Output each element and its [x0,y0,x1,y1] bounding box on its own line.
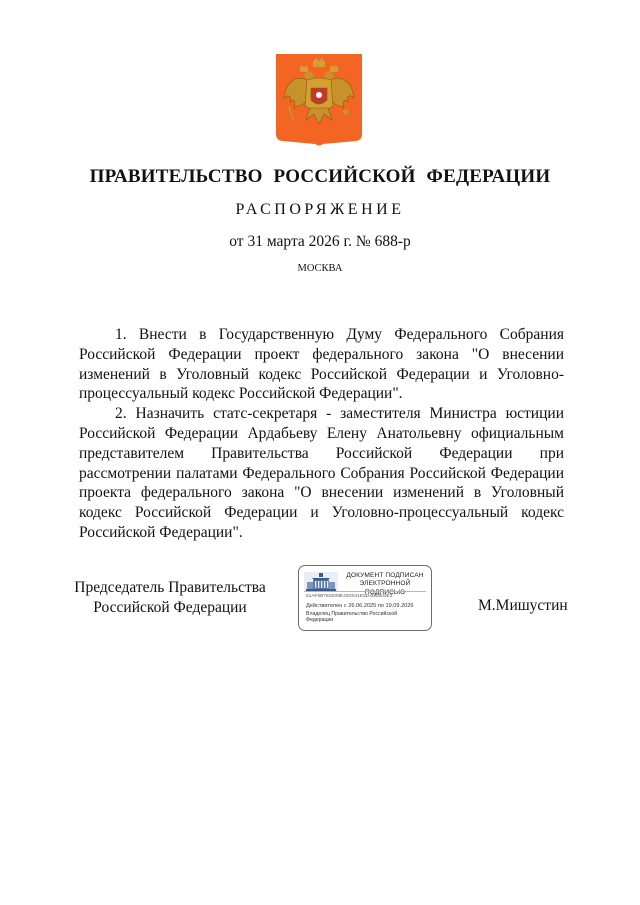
document-type: РАСПОРЯЖЕНИЕ [235,201,405,218]
certificate-validity: Действителен с 26.06.2025 по 19.09.2026 [306,603,414,609]
stamp-divider [304,591,426,592]
stamp-title-line2: ЭЛЕКТРОННОЙ ПОДПИСЬЮ [359,580,411,596]
paragraph-1: 1. Внести в Государственную Думу Федерального Собрания Российской Федерации проект федерального закона "О внесении изменений в Уголовный кодекс Российской Федерации и Уголовно-процессуальный кодекс Российской Федерации". [79,326,564,403]
signatory-position-line1: Председатель Правительства [74,579,266,596]
signatory-name: М.Мишустин [478,597,568,614]
signatory-position [70,578,270,618]
certificate-owner: Владелец Правительство Российской Федерации [306,611,398,624]
signatory-position-line2: Российской Федерации [93,598,247,616]
certificate-serial: 51AF6B781E09E42D041E5D4DE303E3 [306,594,393,599]
paragraph-2: 2. Назначить статс-секретаря - заместителя Министра юстиции Российской Федерации Ардабьеву Елену Анатольевну официальным представителем Правительства Российской Федерации при рассмотрении палатами Федерального Собрания Российской Федерации проекта федерального закона "О внесении изменений в Уголовный кодекс Российской Федерации и Уголовно-процессуальный кодекс Российской Федерации". [79,405,564,541]
document-authority-title: ПРАВИТЕЛЬСТВО РОССИЙСКОЙ ФЕДЕРАЦИИ [89,166,551,187]
document-body [79,325,564,543]
document-city: МОСКВА [297,263,343,274]
government-building-icon [304,572,338,592]
document-date-number: от 31 марта 2026 г. № 688-р [229,233,411,250]
electronic-signature-stamp [298,565,432,631]
coat-of-arms-emblem [276,54,362,147]
stamp-title-line1: ДОКУМЕНТ ПОДПИСАН [346,572,424,579]
